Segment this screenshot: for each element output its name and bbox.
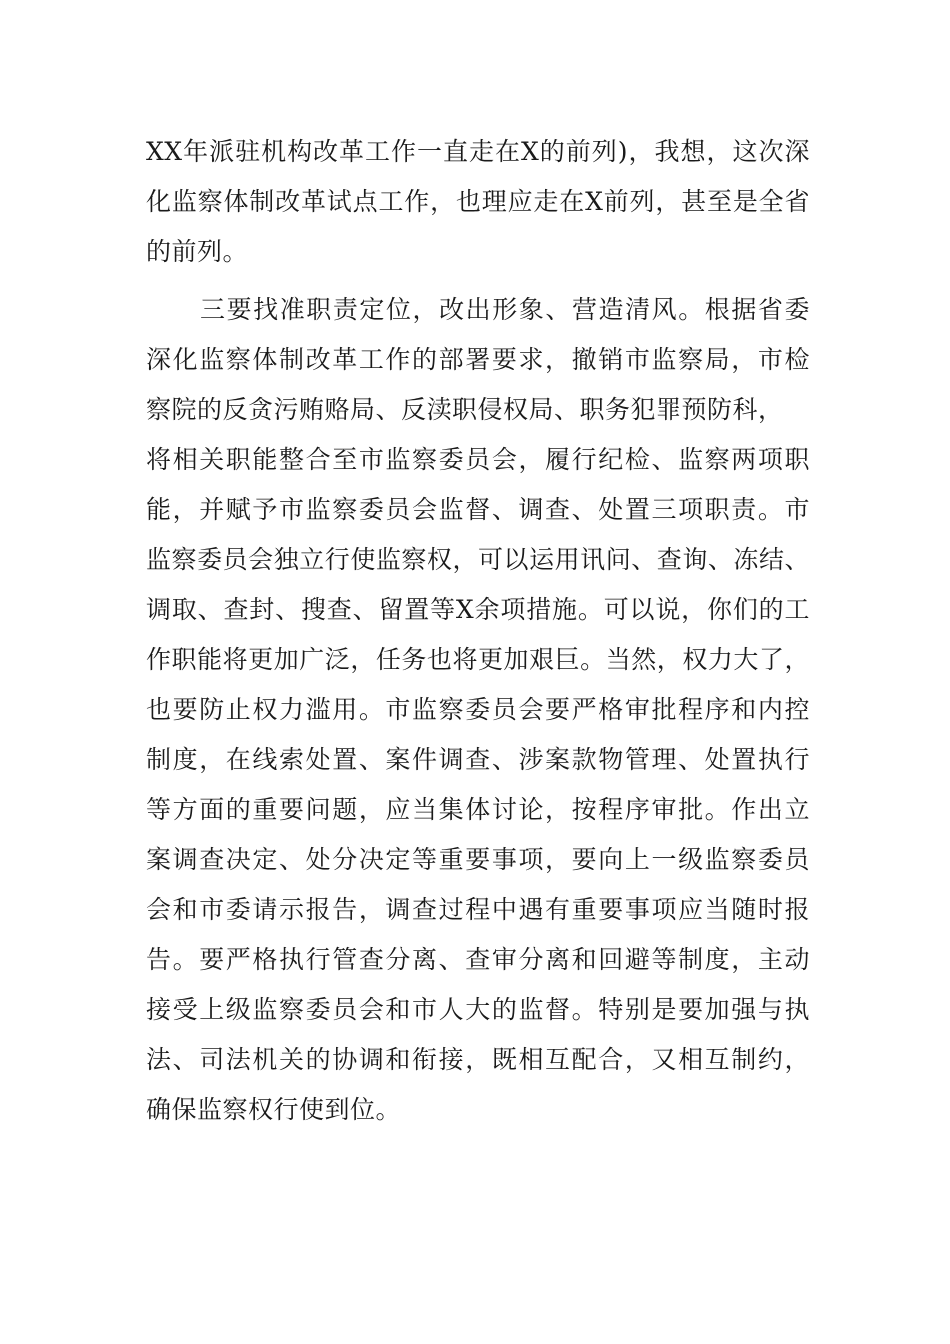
paragraph-line: 三要找准职责定位，改出形象、营造清风。根据省委 [200, 295, 810, 324]
paragraph-line: 察院的反贪污贿赂局、反渎职侵权局、职务犯罪预防科， [146, 395, 784, 424]
paragraph-line: 能，并赋予市监察委员会监督、调查、处置三项职责。市 [146, 495, 810, 524]
paragraph-line: 调取、查封、搜查、留置等X余项措施。可以说，你们的工 [146, 595, 810, 624]
paragraph-line: 深化监察体制改革工作的部署要求，撤销市监察局，市检 [146, 345, 810, 374]
paragraph-line: 化监察体制改革试点工作，也理应走在X前列，甚至是全省 [146, 187, 810, 216]
paragraph-line: 接受上级监察委员会和市人大的监督。特别是要加强与执 [146, 995, 810, 1024]
paragraph-line: 的前列。 [146, 237, 249, 266]
paragraph-line: 法、司法机关的协调和衔接，既相互配合，又相互制约， [146, 1045, 810, 1074]
paragraph-line: 告。要严格执行管查分离、查审分离和回避等制度，主动 [146, 945, 810, 974]
paragraph-line: 也要防止权力滥用。市监察委员会要严格审批程序和内控 [146, 695, 810, 724]
paragraph-line: 等方面的重要问题，应当集体讨论，按程序审批。作出立 [146, 795, 810, 824]
paragraph-1 [146, 127, 810, 277]
paragraph-line: 作职能将更加广泛，任务也将更加艰巨。当然，权力大了， [146, 645, 810, 674]
paragraph-line: 监察委员会独立行使监察权，可以运用讯问、查询、冻结、 [146, 545, 810, 574]
paragraph-2 [146, 285, 810, 1135]
paragraph-line: XX年派驻机构改革工作一直走在X的前列)，我想，这次深 [146, 137, 810, 166]
paragraph-line: 会和市委请示报告，调查过程中遇有重要事项应当随时报 [146, 895, 810, 924]
paragraph-line: 案调查决定、处分决定等重要事项，要向上一级监察委员 [146, 845, 810, 874]
paragraph-line: 将相关职能整合至市监察委员会，履行纪检、监察两项职 [146, 445, 810, 474]
paragraph-line: 确保监察权行使到位。 [146, 1095, 402, 1124]
paragraph-line: 制度，在线索处置、案件调查、涉案款物管理、处置执行 [146, 745, 810, 774]
